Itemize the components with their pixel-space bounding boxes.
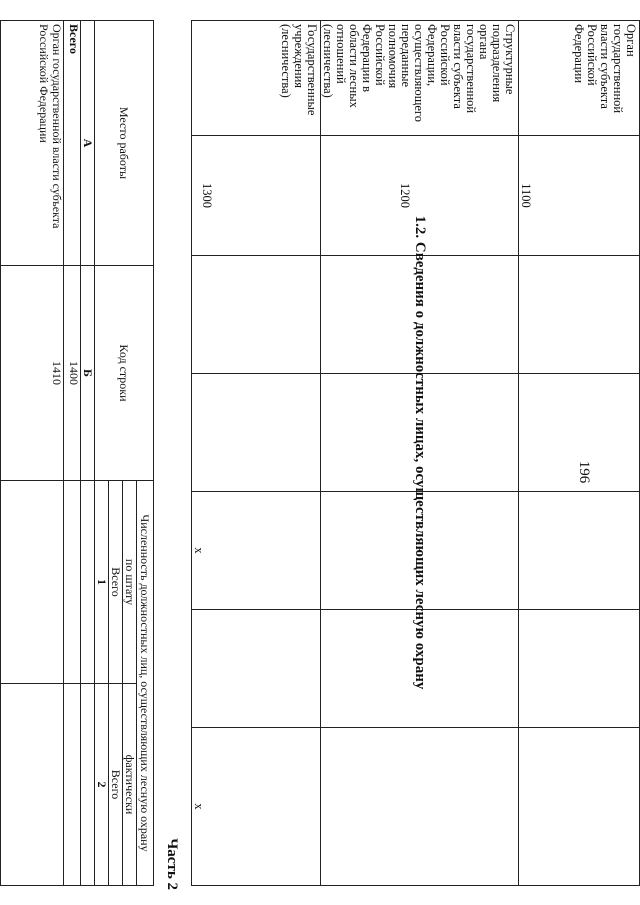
row-code: 1410	[1, 266, 64, 481]
subdivision-label: Структурные подразделения органа государственной власти субъекта Российской Федерации, осуществляющего переданные полномочия Российской Федерации в области лесных отношений (лесничества)	[321, 21, 519, 136]
table-row	[1, 21, 64, 886]
table-cell	[81, 684, 95, 886]
table-cell	[64, 481, 81, 684]
column-letter: Б	[81, 266, 95, 481]
org-label: Орган государственной власти субъекта Российской Федерации	[519, 21, 640, 136]
table-cell	[192, 374, 321, 492]
total-header: Всего	[109, 684, 123, 886]
row-code: 1100	[519, 136, 640, 256]
total-header: Всего	[109, 481, 123, 684]
group-header: Численность должностных лиц, осуществляющих лесную охрану	[137, 481, 154, 886]
table-cell	[64, 684, 81, 886]
table-row	[137, 21, 154, 886]
table-cell	[81, 481, 95, 684]
table-cell	[519, 492, 640, 610]
table-row	[192, 21, 321, 886]
code-header: Код строки	[95, 266, 154, 481]
by-staff-header: по штату	[123, 481, 137, 684]
part-label: Часть 2	[164, 838, 180, 890]
actual-header: фактически	[123, 684, 137, 886]
row-label: Орган государственной власти субъекта Российской Федерации	[1, 21, 64, 266]
table-cell	[519, 256, 640, 374]
row-code: 1300	[192, 136, 321, 256]
table-row	[81, 21, 95, 886]
institution-label: Государственные учреждения (лесничества)	[192, 21, 321, 136]
bottom-table	[0, 20, 154, 886]
row-code: 1200	[321, 136, 519, 256]
table-cell	[519, 728, 640, 886]
table-row	[64, 21, 81, 886]
cross-mark: x	[192, 728, 321, 886]
table-cell	[192, 610, 321, 728]
column-number: 2	[95, 684, 109, 886]
table-cell	[1, 481, 64, 684]
section-title: 1.2. Сведения о должностных лицах, осуществляющих лесную охрану	[412, 215, 428, 690]
table-cell	[519, 610, 640, 728]
table-cell	[192, 256, 321, 374]
row-label: Всего	[64, 21, 81, 266]
column-letter: А	[81, 21, 95, 266]
cross-mark: x	[192, 492, 321, 610]
column-number: 1	[95, 481, 109, 684]
page-number: 196	[576, 460, 592, 484]
place-header: Место работы	[95, 21, 154, 266]
table-cell	[1, 684, 64, 886]
row-code: 1400	[64, 266, 81, 481]
